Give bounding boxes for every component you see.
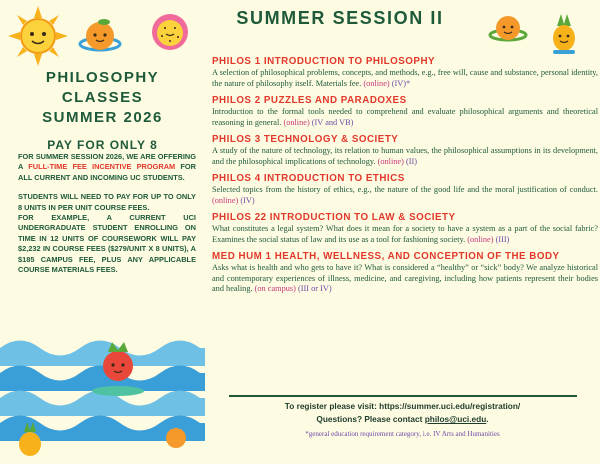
course-description: A selection of philosophical problems, concepts, and methods, e.g., free will, cause and substance, personal identity, the nature of philosophy itself. Materials fee. (online) (IV)* (212, 68, 598, 88)
incentive-paragraph: FOR SUMMER SESSION 2026, WE ARE OFFERING A FULL-TIME FEE INCENTIVE PROGRAM FOR ALL CURRENT AND INCOMING UC STUDENTS. (18, 152, 197, 182)
register-line: To register please visit: https://summer.uci.edu/registration/ (284, 401, 521, 411)
pineapple-icon (545, 12, 583, 58)
right-panel (205, 0, 600, 464)
units-paragraph: STUDENTS WILL NEED TO PAY FOR UP TO ONLY 8 UNITS IN PER UNIT COURSE FEES. (18, 192, 196, 212)
registration-info (205, 400, 600, 426)
course-ge: (III) (495, 234, 510, 244)
contact-line: Questions? Please contact philos@uci.edu. (316, 414, 489, 424)
course-item (212, 173, 598, 206)
left-title-line: CLASSES (61, 89, 144, 106)
course-description: A study of the nature of technology, its relation to human values, the philosophical assumptions in its development, and the philosophical implications of technology. (online) (II) (212, 146, 598, 166)
left-title-line: PHILOSOPHY (45, 69, 160, 86)
pay-heading: PAY FOR ONLY 8 (47, 138, 158, 152)
course-item (212, 251, 598, 295)
page-title: SUMMER SESSION II (236, 8, 444, 28)
course-list (212, 56, 598, 301)
course-title: PHILOS 22 INTRODUCTION TO LAW & SOCIETY (212, 212, 456, 223)
course-mode: (online) (377, 156, 404, 166)
course-item (212, 134, 598, 167)
left-title (0, 68, 205, 128)
course-description: Selected topics from the history of ethics, e.g., the nature of the good life and the moral justification of conduct. (online) (IV) (212, 185, 598, 205)
example-paragraph: FOR EXAMPLE, A CURRENT UCI UNDERGRADUATE STUDENT ENROLLING ON TIME IN 12 UNITS OF COURSEWORK WILL PAY $2,232 IN COURSE FEES ($279/UNIT X 8 UNITS), A $185 CAMPUS FEE, PLUS ANY APPLICABLE COURSE MATERIALS FEES. (18, 213, 196, 275)
email-link[interactable]: philos@uci.edu (424, 414, 487, 424)
course-ge: (IV) (240, 195, 255, 205)
course-item (212, 212, 598, 245)
course-mode: (online) (283, 117, 310, 127)
course-description: Asks what is health and who gets to have it? What is considered a “healthy” or “sick” body? We analyze historical and contemporary experiences of illness, medicine, and caregiving, including how patients represent their bodies and healing. (on campus) (III or IV) (212, 263, 598, 293)
orange-fruit-icon (78, 14, 122, 58)
left-panel (0, 0, 205, 464)
course-title: PHILOS 1 INTRODUCTION TO PHILOSOPHY (212, 56, 436, 67)
waves-illustration (0, 318, 205, 464)
course-ge: (III or IV) (297, 284, 332, 293)
course-mode: (online) (212, 195, 239, 205)
dragonfruit-icon (148, 10, 192, 54)
course-description: What constitutes a legal system? What does it mean for a society to have a system as a part of the social fabric? Examines the social status of law and its use as a tool for fashioning society. (online) (III) (212, 224, 598, 244)
course-mode: (on campus) (254, 284, 296, 293)
sun-icon (8, 6, 68, 66)
course-title: PHILOS 4 INTRODUCTION TO ETHICS (212, 173, 405, 184)
course-mode: (online) (363, 78, 390, 88)
course-description: Introduction to the formal tools needed to comprehend and evaluate philosophical arguments and theoretical reasoning in general. (online) (IV and VB) (212, 107, 598, 127)
incentive-highlight: FULL-TIME FEE INCENTIVE PROGRAM (28, 162, 176, 172)
course-ge: (IV and VB) (311, 117, 354, 127)
course-ge: (IV)* (391, 78, 411, 88)
divider (229, 395, 577, 397)
course-mode: (online) (467, 234, 494, 244)
orange-fruit-icon (488, 8, 528, 48)
course-item (212, 95, 598, 128)
footnote: *general education requirement category, i.e. IV Arts and Humanities (305, 430, 500, 438)
course-title: MED HUM 1 HEALTH, WELLNESS, AND CONCEPTION OF THE BODY (212, 251, 560, 262)
course-item (212, 56, 598, 89)
course-ge: (II) (405, 156, 418, 166)
register-link[interactable]: https://summer.uci.edu/registration/ (379, 401, 521, 411)
left-body (18, 152, 196, 284)
course-title: PHILOS 3 TECHNOLOGY & SOCIETY (212, 134, 399, 145)
course-title: PHILOS 2 PUZZLES AND PARADOXES (212, 95, 407, 106)
left-title-line: SUMMER 2026 (42, 109, 163, 126)
